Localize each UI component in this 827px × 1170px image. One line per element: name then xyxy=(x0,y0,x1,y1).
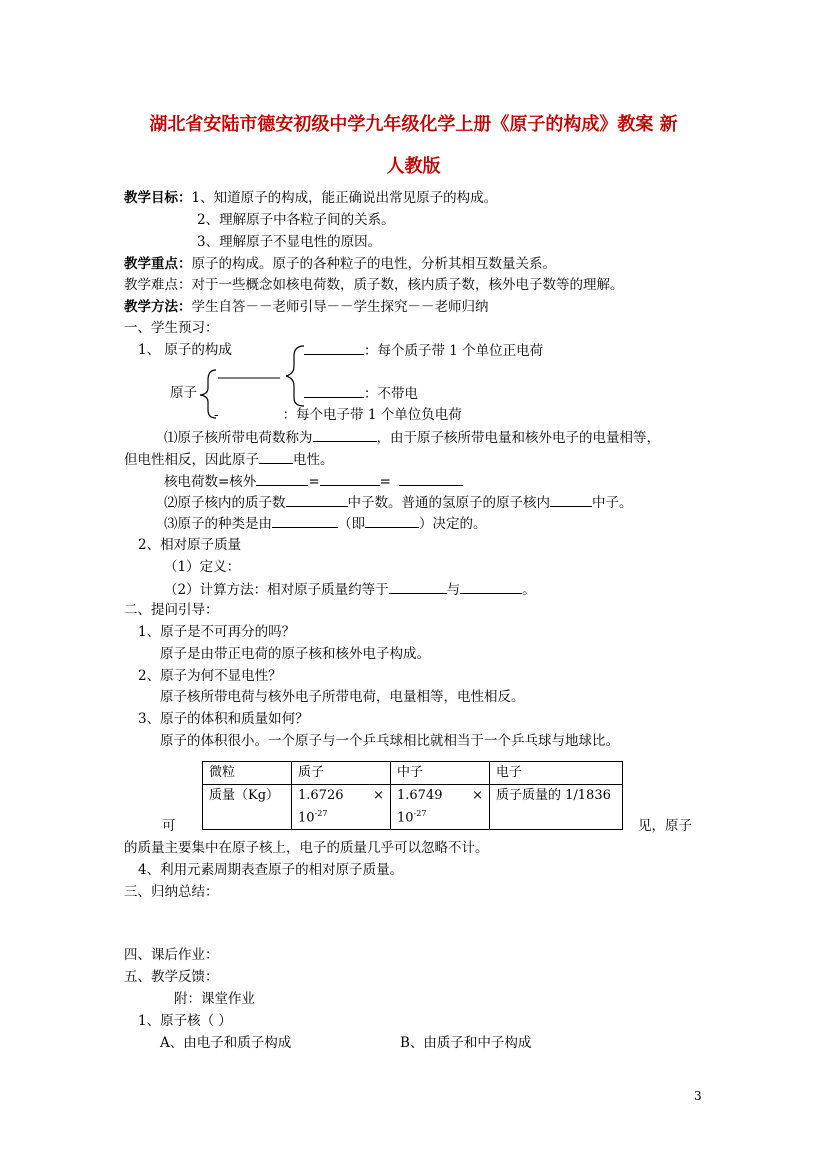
calc-a-text: （2）计算方法：相对原子质量约等于 xyxy=(164,582,389,598)
option-a[interactable]: A、由电子和质子构成 xyxy=(160,1035,292,1051)
q2a-text: ⑵原子核内的质子数 xyxy=(164,495,286,511)
neutron-mass-cell xyxy=(391,785,490,830)
power-exponent: -27 xyxy=(413,809,427,818)
charge-blank[interactable] xyxy=(259,449,293,464)
feedback-heading: 五、教学反馈： xyxy=(124,969,219,985)
neutron-text: ：不带电 xyxy=(364,386,418,402)
q2c-text: 中子。 xyxy=(592,495,633,511)
teaching-method xyxy=(124,297,489,317)
mass-label-cell: 质量（Kg） xyxy=(203,785,292,830)
title-line-2: 人教版 xyxy=(386,156,441,177)
key-points xyxy=(124,254,556,274)
calc-c-text: 。 xyxy=(522,582,536,598)
atom-label: 原子 xyxy=(170,385,197,401)
eq-blank-2[interactable] xyxy=(320,471,380,486)
conclusion: 的质量主要集中在原子核上，电子的质量几乎可以忽略不计。 xyxy=(124,840,489,856)
goals-row-1 xyxy=(124,188,497,208)
eq-blank-1[interactable] xyxy=(256,471,308,486)
power-base: 10 xyxy=(298,810,315,826)
summary-heading: 三、归纳总结： xyxy=(124,884,219,900)
method-text: 学生自答－－老师引导－－学生探究－－老师归纳 xyxy=(191,299,489,315)
goal-1: 1、知道原子的构成，能正确说出常见原子的构成。 xyxy=(191,190,498,206)
times-sign: × xyxy=(373,788,384,803)
question-4: 4、利用元素周期表查原子的相对原子质量。 xyxy=(138,862,404,878)
key-text: 原子的构成。原子的各种粒子的电性，分析其相互数量关系。 xyxy=(191,256,556,272)
diff-text: 对于一些概念如核电荷数，质子数，核内质子数，核外电子数等的理解。 xyxy=(191,277,624,293)
table-row xyxy=(203,785,623,830)
q3c-text: ）决定的。 xyxy=(419,516,487,532)
q3-line xyxy=(164,513,487,534)
appendix: 附：课堂作业 xyxy=(174,991,255,1007)
electron-mass-cell: 质子质量的 1/1836 xyxy=(490,785,623,830)
kind-blank-2[interactable] xyxy=(365,513,419,528)
diff-label: 教学难点： xyxy=(124,277,192,293)
times-sign: × xyxy=(472,788,483,803)
method-label: 教学方法： xyxy=(124,299,192,315)
nuclear-charge-blank[interactable] xyxy=(313,427,377,442)
proton-row xyxy=(304,340,543,361)
q1-line-3 xyxy=(164,471,463,492)
table-header-row xyxy=(203,762,623,785)
q1f-text: = xyxy=(308,474,320,490)
q2b-text: 中子数。普通的氢原子的原子核内 xyxy=(347,495,550,511)
neutron-blank[interactable] xyxy=(304,383,364,398)
table-header-cell: 微粒 xyxy=(203,762,292,785)
page-number: 3 xyxy=(694,1089,702,1103)
calc-b-text: 与 xyxy=(446,582,461,598)
proton-mass-cell xyxy=(292,785,391,830)
proton-text: ：每个质子带 1 个单位正电荷 xyxy=(364,343,544,359)
question-2: 2、原子为何不显电性？ xyxy=(138,668,282,684)
preview-item-1: 1、 原子的构成 xyxy=(138,342,232,358)
jian-text: 见，原子 xyxy=(638,818,692,834)
q1b-text: ，由于原子核所带电量和核外电子的电量相等， xyxy=(376,430,660,446)
neutron-mass-value: 1.6749 xyxy=(397,788,443,803)
q1d-text: 电性。 xyxy=(293,452,334,468)
goal-2: 2、理解原子中各粒子间的关系。 xyxy=(197,212,395,228)
calc-blank-1[interactable] xyxy=(389,579,447,594)
table-header-cell: 质子 xyxy=(292,762,391,785)
q1a-text: ⑴原子核所带电荷数称为 xyxy=(164,430,313,446)
answer-3: 原子的体积很小。一个原子与一个乒乓球相比就相当于一个乒乓球与地球比。 xyxy=(160,733,619,749)
homework-heading: 四、课后作业： xyxy=(124,947,219,963)
q1g-text: = xyxy=(379,474,391,490)
option-b[interactable]: B、由质子和中子构成 xyxy=(400,1035,532,1051)
goal-3: 3、理解原子不显电性的原因。 xyxy=(197,234,382,250)
table-header-cell: 中子 xyxy=(391,762,490,785)
power-base: 10 xyxy=(397,810,414,826)
answer-2: 原子核所带电荷与核外电子所带电荷，电量相等，电性相反。 xyxy=(160,689,525,705)
questions-heading: 二、提问引导： xyxy=(124,602,219,618)
preview-heading: 一、学生预习： xyxy=(124,320,219,336)
proton-blank[interactable] xyxy=(304,340,364,355)
hydrogen-blank[interactable] xyxy=(550,492,592,507)
answer-1: 原子是由带正电荷的原子核和核外电子构成。 xyxy=(160,646,430,662)
preview-item-2: 2、相对原子质量 xyxy=(138,537,242,553)
calc-method xyxy=(164,579,536,600)
electron-dash: - xyxy=(214,407,219,423)
question-1: 1、原子是不可再分的吗？ xyxy=(138,624,296,640)
electron-row xyxy=(214,405,462,425)
proton-neutron-blank[interactable] xyxy=(286,492,348,507)
definition: （1）定义： xyxy=(164,559,241,575)
q2-line xyxy=(164,492,633,513)
q1-line-2 xyxy=(124,449,334,470)
power-exponent: -27 xyxy=(314,809,328,818)
exercise-question-1: 1、原子核（ ） xyxy=(138,1013,232,1029)
table-header-cell: 电子 xyxy=(490,762,623,785)
q1e-text: 核电荷数=核外 xyxy=(164,474,257,490)
particle-mass-table xyxy=(202,761,623,830)
q3b-text: （即 xyxy=(338,516,365,532)
q1-line-1 xyxy=(164,427,660,448)
electron-text: ：每个电子带 1 个单位负电荷 xyxy=(282,407,462,423)
neutron-row xyxy=(304,383,418,404)
proton-mass-value: 1.6726 xyxy=(298,788,344,803)
q3a-text: ⑶原子的种类是由 xyxy=(164,516,272,532)
calc-blank-2[interactable] xyxy=(460,579,522,594)
eq-blank-3[interactable] xyxy=(399,471,463,486)
key-label: 教学重点： xyxy=(124,256,192,272)
ke-text: 可 xyxy=(162,818,176,834)
difficult-points xyxy=(124,275,624,295)
goals-label: 教学目标： xyxy=(124,190,192,206)
kind-blank-1[interactable] xyxy=(272,513,338,528)
q1c-text: 但电性相反，因此原子 xyxy=(124,452,259,468)
title-line-1: 湖北省安陆市德安初级中学九年级化学上册《原子的构成》教案 新 xyxy=(149,114,678,135)
question-3: 3、原子的体积和质量如何？ xyxy=(138,711,309,727)
